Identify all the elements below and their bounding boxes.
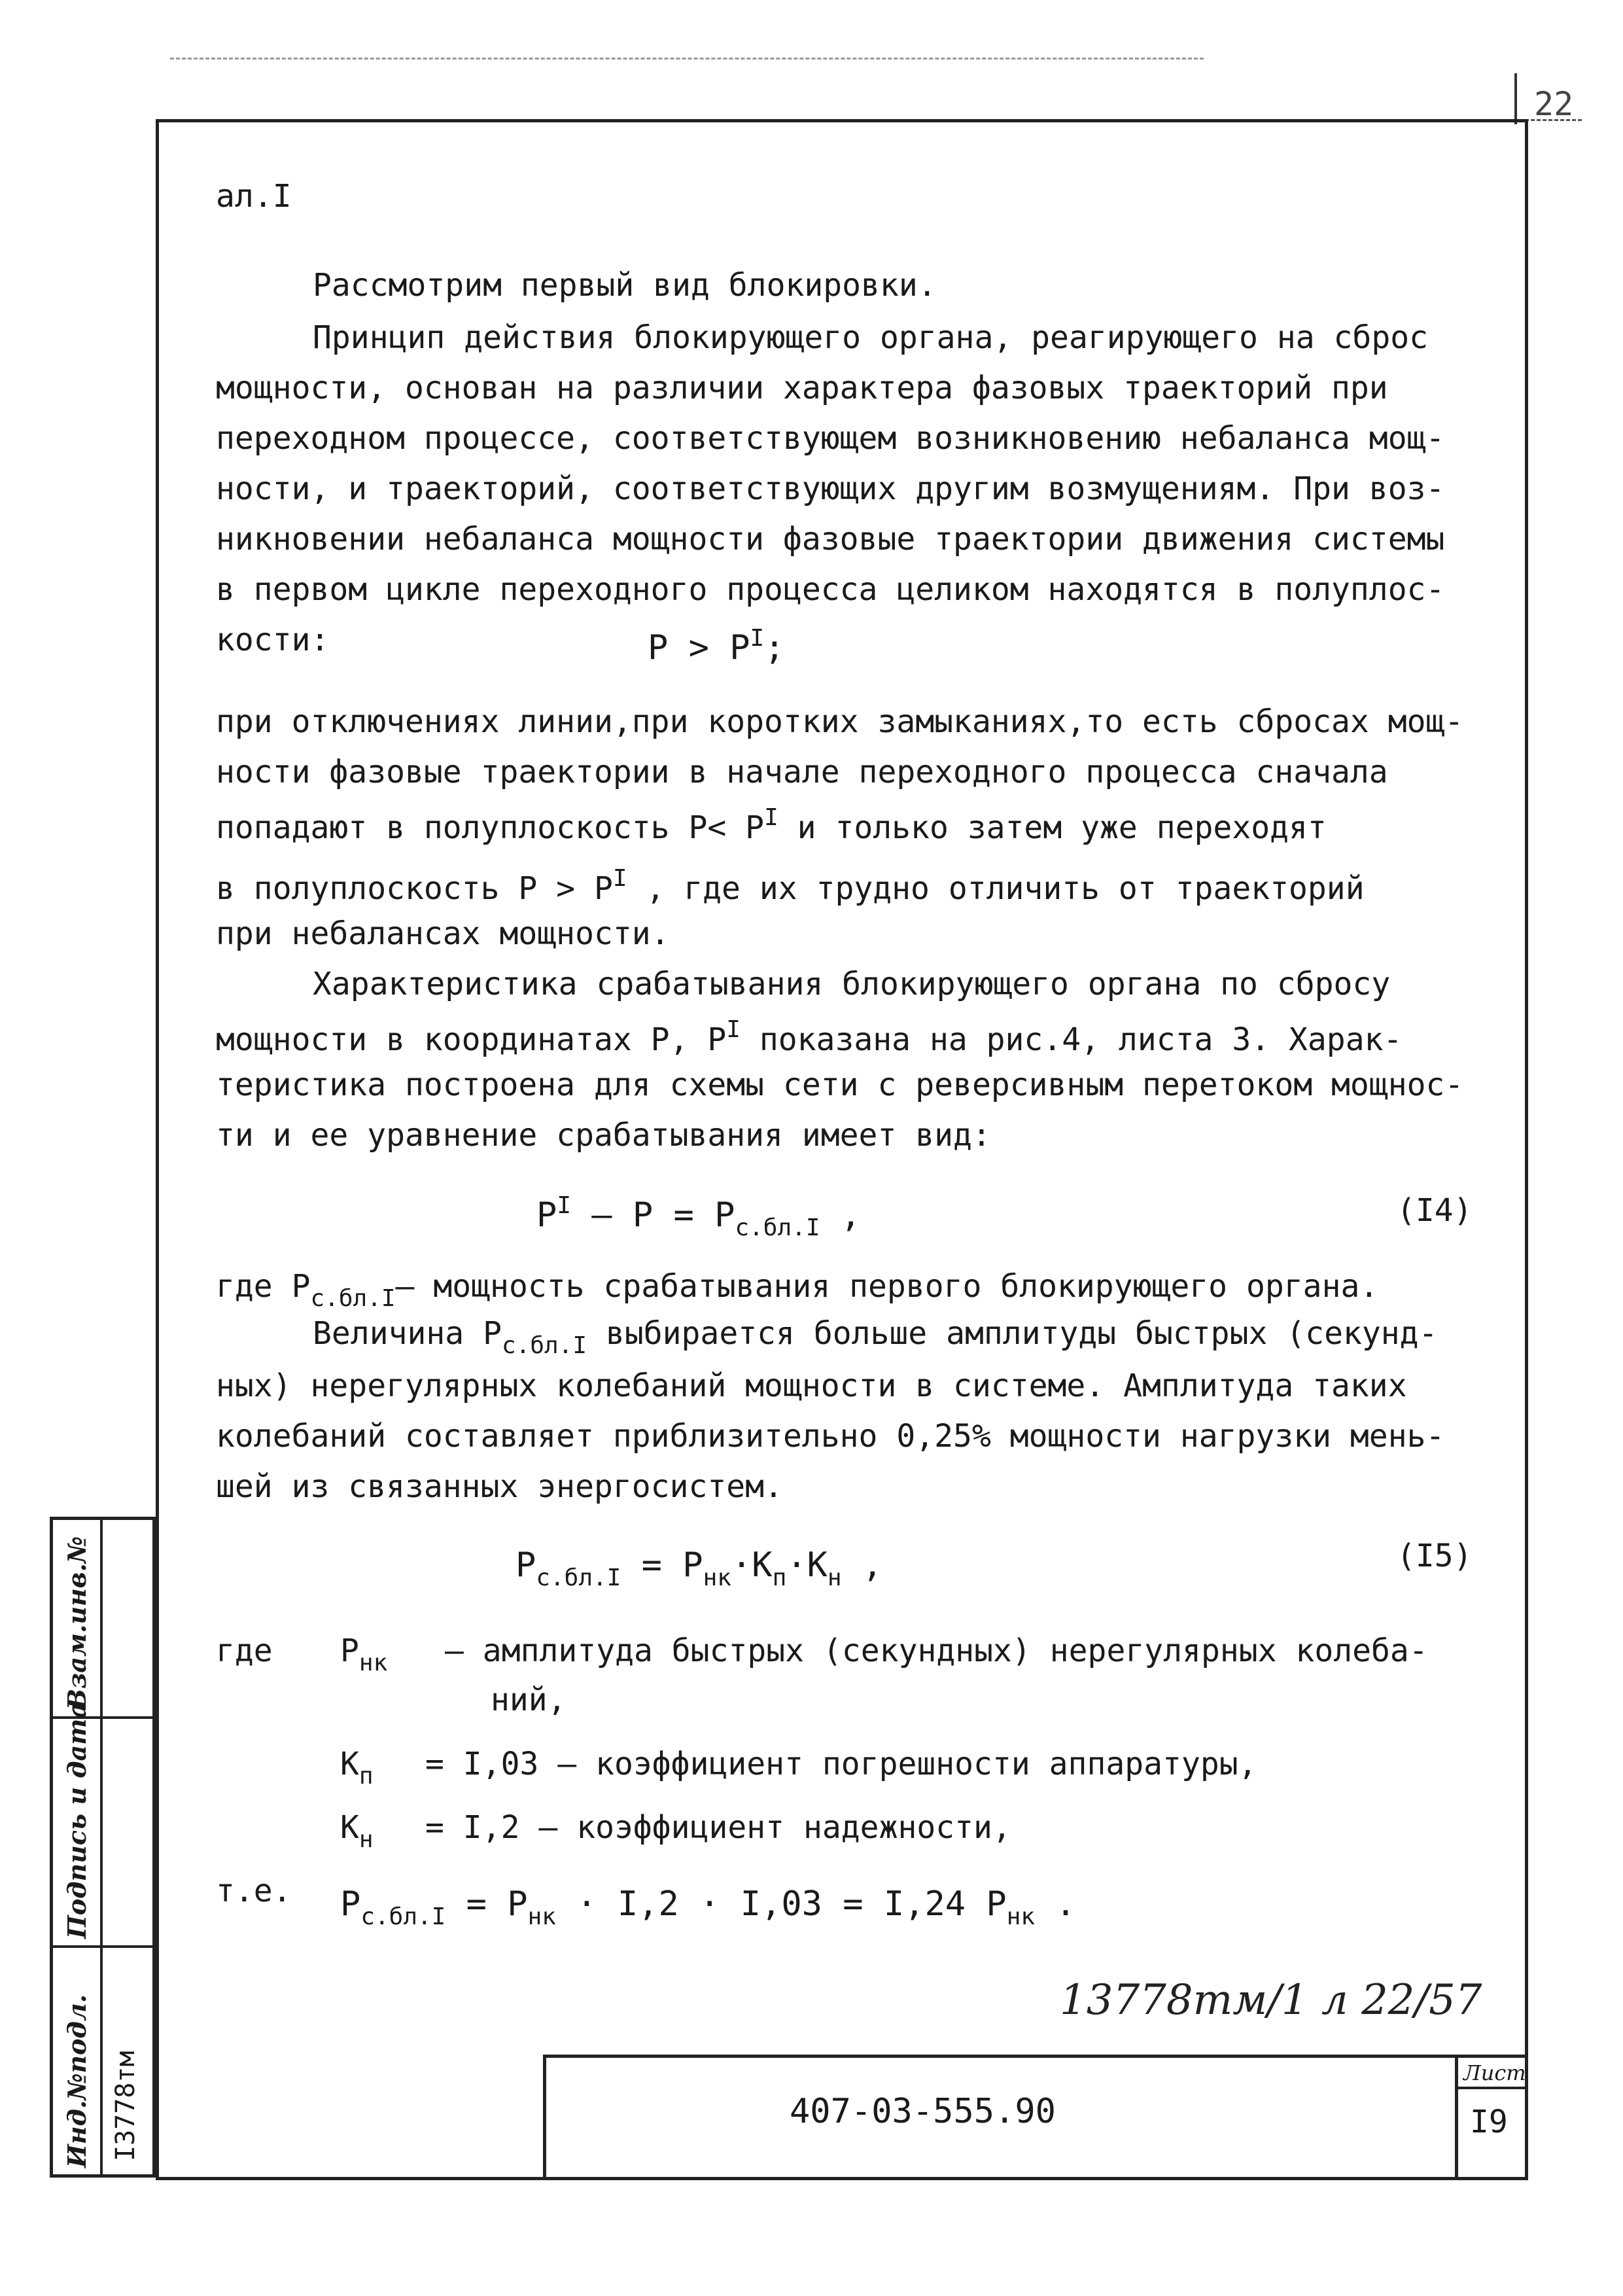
- formula-14: $P^I - P = P_{с.бл.I}$ ,: [536, 1192, 862, 1241]
- where-label: где: [216, 1633, 273, 1669]
- condition-formula: $P > P^I$;: [648, 625, 785, 667]
- te-label: т.е.: [216, 1873, 292, 1909]
- paragraph-2-line-5: никновении небаланса мощности фазовые траектории движения системы: [216, 521, 1445, 557]
- paragraph-2-line-6: в первом цикле переходного процесса целиком находятся в полуплос-: [216, 571, 1445, 608]
- definition-kp-symbol: $K_п$: [340, 1746, 374, 1790]
- sheet-box: [1455, 2058, 1528, 2180]
- paragraph-4-line-2: мощности в координатах P, $P^I$ показана на рис.4, листа 3. Харак-: [216, 1016, 1403, 1058]
- paragraph-2-line-1: Принцип действия блокирующего органа, реагирующего на сброс: [313, 319, 1429, 356]
- definition-kp-text: = I,03 – коэффициент погрешности аппаратуры,: [425, 1746, 1257, 1782]
- paragraph-6-line-3: колебаний составляет приблизительно 0,25% мощности нагрузки мень-: [216, 1418, 1445, 1455]
- paragraph-3-line-3: попадают в полуплоскость $P< P^I$ и только затем уже переходят: [216, 804, 1327, 846]
- section-header: ал.I: [216, 178, 292, 215]
- formula-15: $P_{с.бл.I} = P_{нк}\cdot K_п\cdot K_н$ ,: [515, 1545, 883, 1591]
- side-label-swap: Взам.инв.№: [62, 1536, 92, 1710]
- paragraph-1: Рассмотрим первый вид блокировки.: [313, 267, 937, 304]
- paragraph-2-line-7: кости:: [216, 622, 330, 658]
- paragraph-4-line-4: ти и ее уравнение срабатывания имеет вид:: [216, 1117, 991, 1154]
- side-stamp-divider-2: [53, 1945, 152, 1948]
- final-formula: $P_{с.бл.I} = P_{нк} \cdot I,2 \cdot I,03 = I,24$ $P_{нк}$ .: [340, 1884, 1076, 1930]
- definition-pnk-text: – амплитуда быстрых (секундных) нерегулярных колеба-: [445, 1633, 1428, 1669]
- sheet-label: Лист: [1463, 2060, 1526, 2085]
- sheet-divider: [1458, 2087, 1528, 2089]
- definition-kn-symbol: $K_н$: [340, 1809, 374, 1853]
- paragraph-3-line-4: в полуплоскость $P > P^I$ , где их трудно отличить от траекторий: [216, 865, 1365, 907]
- side-stamp-divider-vertical: [100, 1520, 103, 2174]
- definition-pnk-text-cont: ний,: [491, 1682, 567, 1718]
- title-block: [543, 2055, 1528, 2180]
- equation-number-14: (I4): [1397, 1192, 1473, 1229]
- definition-pnk-symbol: $P_{нк}$: [340, 1633, 388, 1676]
- paragraph-2-line-2: мощности, основан на различии характера фазовых траекторий при: [216, 370, 1388, 406]
- definition-kn-text: = I,2 – коэффициент надежности,: [425, 1809, 1011, 1846]
- paragraph-3-line-1: при отключениях линии,при коротких замыканиях,то есть сбросах мощ-: [216, 703, 1464, 740]
- handwritten-note: 13778тм/1 л 22/57: [1060, 1976, 1482, 2024]
- paragraph-3-line-2: ности фазовые траектории в начале переходного процесса сначала: [216, 754, 1388, 790]
- side-label-inv: Инд.№подл.: [62, 1994, 92, 2168]
- paragraph-2-line-4: ности, и траекторий, соответствующих другим возмущениям. При воз-: [216, 470, 1445, 507]
- side-label-sign: Подпись и дата: [62, 1702, 92, 1939]
- page-number: 22: [1534, 85, 1574, 123]
- paragraph-4-line-3: теристика построена для схемы сети с реверсивным перетоком мощнос-: [216, 1067, 1464, 1103]
- equation-number-15: (I5): [1397, 1538, 1473, 1574]
- paragraph-5: где $P_{с.бл.I}-$ мощность срабатывания первого блокирующего органа.: [216, 1268, 1379, 1312]
- paragraph-2-line-3: переходном процессе, соответствующем возникновению небаланса мощ-: [216, 420, 1445, 457]
- paragraph-3-line-5: при небалансах мощности.: [216, 915, 670, 952]
- paragraph-6-line-2: ных) нерегулярных колебаний мощности в системе. Амплитуда таких: [216, 1368, 1407, 1404]
- paragraph-4-line-1: Характеристика срабатывания блокирующего органа по сбросу: [313, 966, 1391, 1002]
- paragraph-6-line-4: шей из связанных энергосистем.: [216, 1468, 783, 1505]
- paragraph-6-line-1: Величина $P_{с.бл.I}$ выбирается больше амплитуды быстрых (секунд-: [313, 1315, 1438, 1359]
- sheet-number: I9: [1470, 2104, 1508, 2140]
- side-inv-value: I3778тм: [111, 2051, 141, 2161]
- page-number-bar: [1514, 73, 1517, 124]
- scan-artifact-line: [170, 58, 1204, 60]
- side-stamp: [50, 1517, 156, 2178]
- document-code: 407-03-555.90: [790, 2092, 1056, 2131]
